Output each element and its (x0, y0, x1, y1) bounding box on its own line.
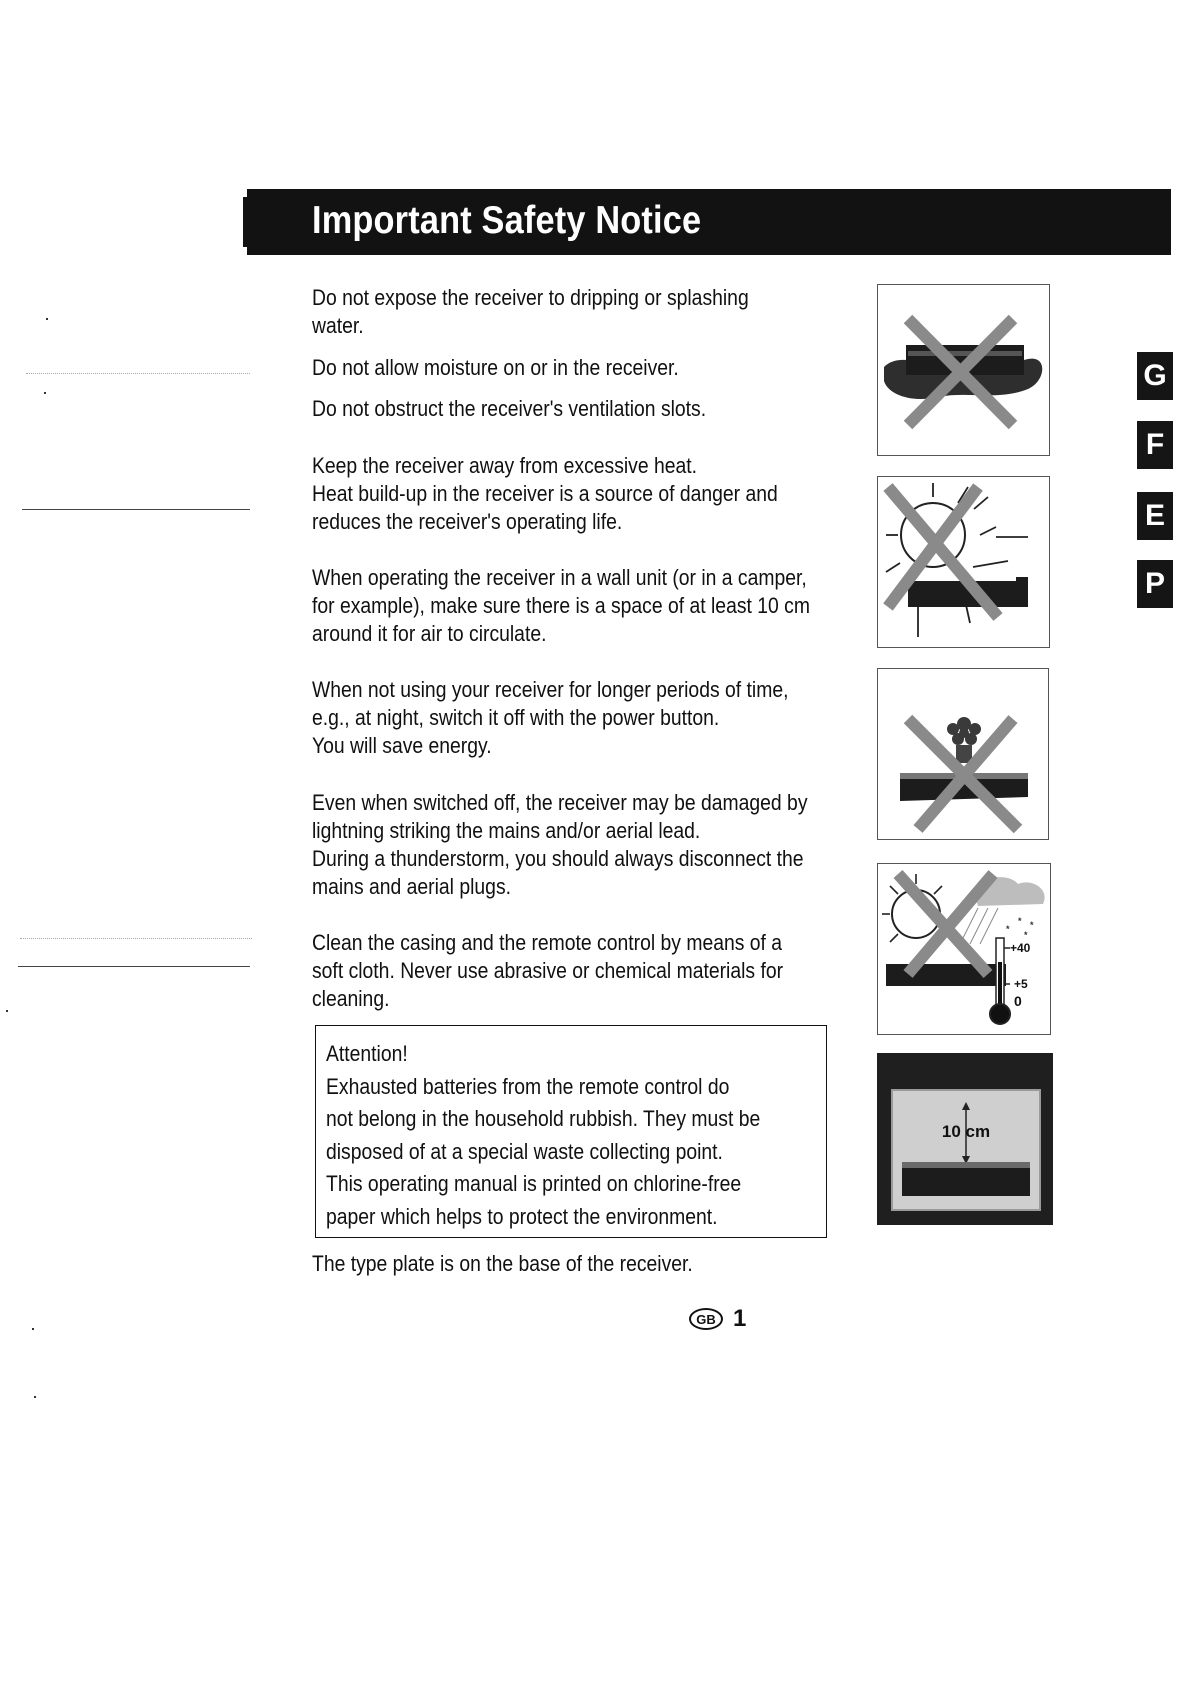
temperature-range-illustration (877, 863, 1051, 1035)
text-line: e.g., at night, switch it off with the power button. (312, 705, 720, 730)
scan-speck (6, 1010, 8, 1012)
no-water-illustration (877, 284, 1050, 456)
para-wall-unit (312, 564, 810, 648)
attention-heading: Attention! (326, 1041, 408, 1066)
country-badge: GB (689, 1308, 723, 1330)
text-line: During a thunderstorm, you should always disconnect the (312, 846, 804, 871)
text-line: paper which helps to protect the environment. (326, 1203, 718, 1229)
para-dripping (312, 284, 768, 340)
text-line: This operating manual is printed on chlorine-free (326, 1171, 742, 1196)
text-line: Do not obstruct the receiver's ventilation slots. (312, 396, 707, 421)
text-line: Even when switched off, the receiver may be damaged by (312, 790, 808, 815)
lang-tab-german[interactable]: G (1137, 352, 1173, 400)
no-heat-illustration (877, 476, 1050, 648)
spacing-label: 10 cm (941, 1122, 991, 1141)
text-line: for example), make sure there is a space of at least 10 cm (312, 593, 810, 618)
text-line: lightning striking the mains and/or aerial lead. (312, 818, 701, 843)
svg-text:*: * (1024, 930, 1028, 940)
page-title: Important Safety Notice (312, 199, 702, 242)
lang-tab-portuguese[interactable]: P (1137, 560, 1173, 608)
text-line: soft cloth. Never use abrasive or chemical materials for (312, 958, 784, 983)
text-line: Exhausted batteries from the remote control do (326, 1073, 730, 1099)
no-objects-illustration (877, 668, 1049, 840)
text-line: water. (312, 313, 364, 338)
text-line: You will save energy. (312, 733, 492, 758)
scan-speck (46, 318, 48, 320)
text-line: Clean the casing and the remote control by means of a (312, 930, 783, 955)
title-bar (247, 189, 1171, 255)
para-heat (312, 452, 778, 536)
svg-text:*: * (1006, 924, 1010, 934)
page-number (689, 1304, 746, 1334)
attention-box (315, 1025, 827, 1238)
text-line: cleaning. (312, 986, 390, 1011)
margin-dotted-line (20, 938, 252, 939)
temp-label-high: +40 (1010, 941, 1031, 955)
svg-text:*: * (1018, 916, 1022, 926)
text-line: When not using your receiver for longer periods of time, (312, 677, 789, 702)
margin-dotted-line (26, 373, 250, 374)
para-cleaning (312, 929, 784, 1013)
wall-unit-spacing-illustration (877, 1053, 1053, 1225)
scan-speck (34, 1396, 36, 1398)
text-line: Heat build-up in the receiver is a source of danger and (312, 481, 778, 506)
para-ventilation (312, 395, 768, 423)
svg-text:*: * (1030, 920, 1034, 930)
text-line: reduces the receiver's operating life. (312, 509, 623, 534)
temp-label-mid: +5 (1014, 977, 1028, 991)
text-line: not belong in the household rubbish. They must be (326, 1106, 761, 1131)
lang-tab-french[interactable]: F (1137, 421, 1173, 469)
text-line: When operating the receiver in a wall unit (or in a camper, (312, 565, 807, 590)
lang-tab-spanish[interactable]: E (1137, 492, 1173, 540)
type-plate-note (312, 1250, 768, 1278)
margin-rule (18, 966, 250, 967)
text-line: disposed of at a special waste collecting point. (326, 1138, 723, 1164)
text-line: The type plate is on the base of the receiver. (312, 1251, 693, 1276)
text-line: Keep the receiver away from excessive heat. (312, 453, 698, 478)
margin-rule (22, 509, 250, 510)
para-power-off (312, 676, 789, 760)
temp-label-low: 0 (1014, 993, 1022, 1009)
text-line: Do not allow moisture on or in the receiver. (312, 355, 679, 380)
scan-speck (32, 1328, 34, 1330)
text-line: mains and aerial plugs. (312, 874, 511, 899)
scan-speck (44, 392, 46, 394)
page-number-value: 1 (733, 1305, 747, 1332)
para-moisture (312, 354, 768, 382)
text-line: Do not expose the receiver to dripping or splashing (312, 285, 749, 310)
text-line: around it for air to circulate. (312, 621, 547, 646)
para-lightning (312, 789, 808, 901)
